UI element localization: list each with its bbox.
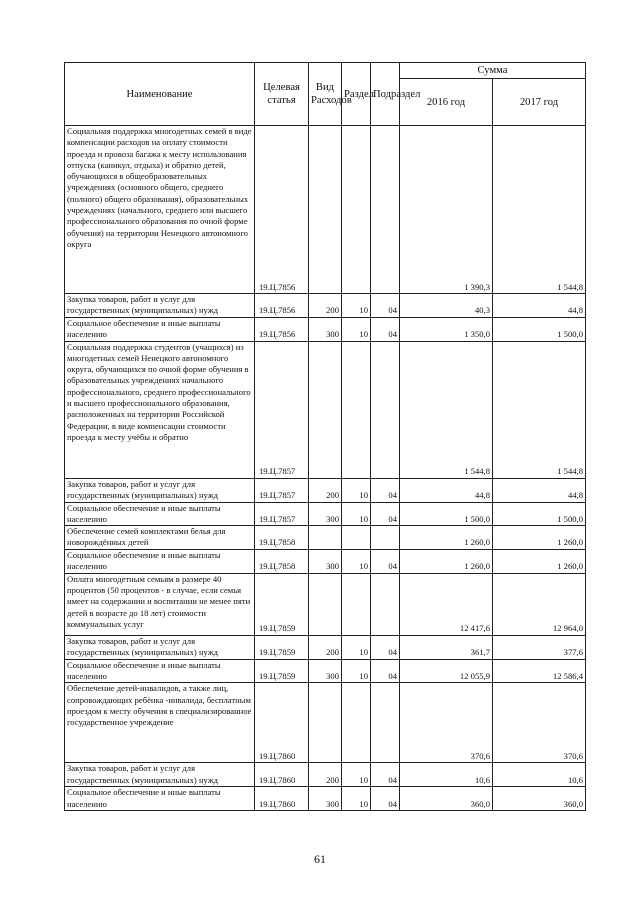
row-vid: 200 — [309, 478, 342, 502]
row-2016: 1 350,0 — [400, 317, 493, 341]
row-2017: 1 260,0 — [493, 526, 586, 550]
row-podrazd: 04 — [371, 763, 400, 787]
table-row — [65, 573, 586, 635]
table-body — [65, 126, 586, 811]
row-2017: 44,8 — [493, 478, 586, 502]
row-vid: 200 — [309, 763, 342, 787]
row-vid — [309, 573, 342, 635]
row-podrazd: 04 — [371, 478, 400, 502]
row-vid: 300 — [309, 787, 342, 811]
row-2016: 12 417,6 — [400, 573, 493, 635]
table-row — [65, 683, 586, 763]
row-vid: 300 — [309, 317, 342, 341]
row-target: 19.Ц.7858 — [255, 526, 309, 550]
row-target: 19.Ц.7857 — [255, 478, 309, 502]
row-vid: 200 — [309, 294, 342, 318]
row-vid — [309, 341, 342, 478]
header-vid: Вид Расходов — [309, 63, 342, 126]
row-name: Социальное обеспечение и иные выплаты населению — [65, 549, 255, 573]
header-podrazd: Подраздел — [371, 63, 400, 126]
row-name: Закупка товаров, работ и услуг для государственных (муниципальных) нужд — [65, 294, 255, 318]
row-podrazd — [371, 573, 400, 635]
row-2016: 370,6 — [400, 683, 493, 763]
row-vid — [309, 683, 342, 763]
row-2016: 361,7 — [400, 635, 493, 659]
row-2016: 12 055,9 — [400, 659, 493, 683]
page-number: 61 — [314, 852, 326, 866]
row-name: Закупка товаров, работ и услуг для государственных (муниципальных) нужд — [65, 635, 255, 659]
table-row — [65, 126, 586, 294]
header-2017: 2017 год — [493, 79, 586, 126]
table-row — [65, 478, 586, 502]
header-target: Целевая статья — [255, 63, 309, 126]
header-2016: 2016 год — [400, 79, 493, 126]
row-podrazd — [371, 683, 400, 763]
row-name: Закупка товаров, работ и услуг для государственных (муниципальных) нужд — [65, 763, 255, 787]
row-2017: 377,6 — [493, 635, 586, 659]
row-2016: 1 260,0 — [400, 526, 493, 550]
table-row — [65, 341, 586, 478]
table-row — [65, 763, 586, 787]
row-2016: 360,0 — [400, 787, 493, 811]
table-row — [65, 635, 586, 659]
row-name: Социальное обеспечение и иные выплаты населению — [65, 787, 255, 811]
row-razd: 10 — [342, 478, 371, 502]
row-target: 19.Ц.7856 — [255, 317, 309, 341]
row-2017: 360,0 — [493, 787, 586, 811]
row-name: Социальное обеспечение и иные выплаты населению — [65, 659, 255, 683]
table-row — [65, 659, 586, 683]
row-name: Оплата многодетным семьям в размере 40 процентов (50 процентов - в случае, если семья имеет на содержании и воспитании не менее пяти детей в возрасте до 18 лет) стоимости коммунальных услуг — [65, 573, 255, 635]
row-podrazd — [371, 526, 400, 550]
row-2016: 1 260,0 — [400, 549, 493, 573]
row-razd: 10 — [342, 763, 371, 787]
row-razd — [342, 573, 371, 635]
row-vid: 200 — [309, 635, 342, 659]
row-name: Обеспечение семей комплектами белья для новорождённых детей — [65, 526, 255, 550]
row-2016: 10,6 — [400, 763, 493, 787]
row-target: 19.Ц.7860 — [255, 683, 309, 763]
header-sum: Сумма — [400, 63, 586, 79]
row-podrazd: 04 — [371, 502, 400, 526]
table-row — [65, 549, 586, 573]
row-2017: 12 586,4 — [493, 659, 586, 683]
table-row — [65, 526, 586, 550]
row-podrazd: 04 — [371, 659, 400, 683]
table-row — [65, 502, 586, 526]
row-name: Обеспечение детей-инвалидов, а также лиц, сопровождающих ребёнка -инвалида, бесплатным проездом к месту обучения в специализированное государственное учреждение — [65, 683, 255, 763]
row-razd — [342, 126, 371, 294]
row-vid: 300 — [309, 659, 342, 683]
row-target: 19.Ц.7857 — [255, 341, 309, 478]
row-target: 19.Ц.7859 — [255, 573, 309, 635]
row-razd — [342, 526, 371, 550]
row-name: Социальное обеспечение и иные выплаты населению — [65, 317, 255, 341]
row-target: 19.Ц.7860 — [255, 787, 309, 811]
budget-table — [64, 62, 586, 811]
row-2017: 1 544,8 — [493, 341, 586, 478]
row-target: 19.Ц.7856 — [255, 294, 309, 318]
row-2016: 44,8 — [400, 478, 493, 502]
row-name: Социальная поддержка студентов (учащихся) из многодетных семей Ненецкого автономного округа, обучающихся по очной форме обучения в образовательных учреждениях начального профессионального, среднего профессионального и высшего профессионального образования, расположенных на территории Российской Федерации, в виде компенсации стоимости проезда к месту учёбы и обратно — [65, 341, 255, 478]
row-podrazd — [371, 341, 400, 478]
row-target: 19.Ц.7858 — [255, 549, 309, 573]
row-target: 19.Ц.7859 — [255, 659, 309, 683]
row-2017: 1 500,0 — [493, 502, 586, 526]
row-2017: 1 544,8 — [493, 126, 586, 294]
row-2017: 1 260,0 — [493, 549, 586, 573]
row-2016: 1 544,8 — [400, 341, 493, 478]
row-name: Закупка товаров, работ и услуг для государственных (муниципальных) нужд — [65, 478, 255, 502]
row-razd — [342, 341, 371, 478]
row-2017: 1 500,0 — [493, 317, 586, 341]
table-row — [65, 317, 586, 341]
row-razd — [342, 683, 371, 763]
row-2017: 10,6 — [493, 763, 586, 787]
row-podrazd: 04 — [371, 317, 400, 341]
row-target: 19.Ц.7856 — [255, 126, 309, 294]
row-vid: 300 — [309, 549, 342, 573]
header-name: Наименование — [65, 63, 255, 126]
header-razd: Раздел — [342, 63, 371, 126]
row-2017: 370,6 — [493, 683, 586, 763]
row-podrazd — [371, 126, 400, 294]
row-razd: 10 — [342, 635, 371, 659]
row-2017: 44,8 — [493, 294, 586, 318]
row-vid — [309, 526, 342, 550]
row-vid: 300 — [309, 502, 342, 526]
row-razd: 10 — [342, 502, 371, 526]
row-vid — [309, 126, 342, 294]
row-razd: 10 — [342, 294, 371, 318]
row-podrazd: 04 — [371, 787, 400, 811]
row-2016: 40,3 — [400, 294, 493, 318]
row-target: 19.Ц.7857 — [255, 502, 309, 526]
row-podrazd: 04 — [371, 635, 400, 659]
row-razd: 10 — [342, 317, 371, 341]
table-row — [65, 294, 586, 318]
row-target: 19.Ц.7859 — [255, 635, 309, 659]
row-podrazd: 04 — [371, 294, 400, 318]
row-razd: 10 — [342, 659, 371, 683]
row-razd: 10 — [342, 787, 371, 811]
row-2016: 1 500,0 — [400, 502, 493, 526]
row-2017: 12 964,0 — [493, 573, 586, 635]
row-2016: 1 390,3 — [400, 126, 493, 294]
table-row — [65, 787, 586, 811]
budget-table-page — [64, 62, 586, 811]
row-name: Социальное обеспечение и иные выплаты населению — [65, 502, 255, 526]
row-podrazd: 04 — [371, 549, 400, 573]
row-name: Социальная поддержка многодетных семей в виде компенсации расходов на оплату стоимости проезда и провоза багажа к месту использования отпуска (каникул, отдыха) и обратно детей, обучающихся в общеобразовательных учреждениях (основного общего, среднего (полного) общего образования), образовательных учреждениях (начального, среднего или высшего профессионального образования по очной форме обучения) на территории Ненецкого автономного округа — [65, 126, 255, 294]
row-razd: 10 — [342, 549, 371, 573]
row-target: 19.Ц.7860 — [255, 763, 309, 787]
